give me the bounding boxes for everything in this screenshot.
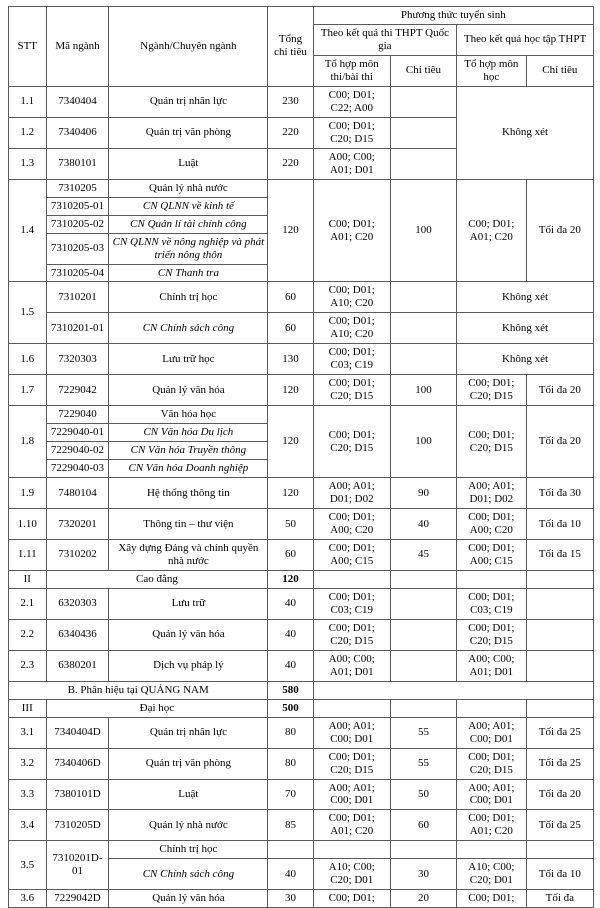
cell-nganh: Quản trị văn phòng [109,117,268,148]
section-row-cao-dang [9,570,594,588]
cell-ma-nganh: 7310201 [46,282,109,313]
cell-chi-tieu-quoc-gia: 45 [390,539,456,570]
cell-chi-tieu-hoc-tap [526,699,593,717]
cell-to-hop-mon-thi: A00; C00; A01; D01 [313,148,390,179]
cell-ma-nganh: 7320303 [46,344,109,375]
cell-nganh: Xây dựng Đảng và chính quyền nhà nước [109,539,268,570]
table-row[interactable] [9,810,594,841]
cell-nganh: Quản lý văn hóa [109,375,268,406]
cell-tong-chi-tieu: 120 [268,375,313,406]
cell-khong-xet: Không xét [457,86,594,179]
cell-stt: 2.3 [9,650,47,681]
cell-ma-nganh: 7340406 [46,117,109,148]
header-chi-tieu-quoc-gia: Chỉ tiêu [390,55,456,86]
cell-nganh-top: Chính trị học [109,841,268,859]
cell-chi-tieu-quoc-gia: 100 [390,406,456,478]
cell-to-hop-mon-thi: C00; D01; [313,890,390,908]
cell-stt: 3.5 [9,841,47,890]
cell-to-hop-mon-thi: C00; D01; C03; C19 [313,588,390,619]
cell-tong-chi-tieu: 85 [268,810,313,841]
cell-chi-tieu-quoc-gia [390,86,456,117]
cell-nganh: Quản trị nhân lực [109,717,268,748]
cell-chi-tieu-hoc-tap: Tối đa 10 [526,859,593,890]
cell-tong-chi-tieu: 120 [268,179,313,282]
cell-chi-tieu-quoc-gia [390,699,456,717]
cell-tong-chi-tieu: 50 [268,509,313,540]
cell-nganh: CN Văn hóa Truyền thông [109,442,268,460]
cell-stt: 2.1 [9,588,47,619]
cell-to-hop-mon-hoc: A00; A01; C00; D01 [457,717,527,748]
cell-stt: 3.6 [9,890,47,908]
cell-chi-tieu-quoc-gia [390,148,456,179]
cell-to-hop-mon-thi: A10; C00; C20; D01 [313,859,390,890]
cell-chi-tieu-hoc-tap: Tối đa 20 [526,406,593,478]
cell-tong-chi-tieu: 30 [268,890,313,908]
cell-chi-tieu-quoc-gia: 100 [390,375,456,406]
cell-ma-nganh: 7310201D-01 [46,841,109,890]
cell-to-hop-mon-hoc: A10; C00; C20; D01 [457,859,527,890]
table-body [9,86,594,907]
header-chi-tieu-hoc-tap: Chỉ tiêu [526,55,593,86]
cell-section-index: III [9,699,47,717]
table-row[interactable] [9,650,594,681]
table-row[interactable] [9,841,594,859]
cell-nganh: Luật [109,779,268,810]
cell-to-hop-mon-thi: C00; D01; A00; C20 [313,509,390,540]
header-nganh: Ngành/Chuyên ngành [109,7,268,87]
cell-to-hop-mon-hoc [457,699,527,717]
cell-stt: 1.11 [9,539,47,570]
cell-nganh: Quản lý nhà nước [109,810,268,841]
branch-row-quang-nam [9,681,594,699]
cell-nganh: Quản trị văn phòng [109,748,268,779]
cell-chi-tieu-hoc-tap: Tối đa 20 [526,779,593,810]
cell-chi-tieu-quoc-gia [390,570,456,588]
cell-chi-tieu-quoc-gia: 100 [390,179,456,282]
table-row[interactable] [9,478,594,509]
cell-tong-chi-tieu: 500 [268,699,313,717]
cell-ma-nganh: 6340436 [46,619,109,650]
cell-nganh: CN Thanh tra [109,264,268,282]
cell-stt: 1.5 [9,282,47,344]
table-row[interactable] [9,717,594,748]
cell-section-title: Cao đẳng [46,570,268,588]
cell-stt: 1.10 [9,509,47,540]
table-row[interactable] [9,509,594,540]
cell-stt: 3.4 [9,810,47,841]
cell-ma-nganh: 7340406D [46,748,109,779]
cell-to-hop-mon-hoc: A00; C00; A01; D01 [457,650,527,681]
cell-ma-nganh: 7340404D [46,717,109,748]
cell-tong-chi-tieu: 580 [268,681,313,699]
table-row[interactable] [9,179,594,197]
cell-to-hop-mon-thi: C00; D01; C20; D15 [313,375,390,406]
cell-stt: 2.2 [9,619,47,650]
cell-tong-chi-tieu: 40 [268,859,313,890]
cell-to-hop-mon-hoc [457,570,527,588]
cell-chi-tieu-hoc-tap: Tối đa 25 [526,810,593,841]
table-row[interactable] [9,86,594,117]
table-row[interactable] [9,406,594,424]
table-row[interactable] [9,539,594,570]
cell-stt: 3.1 [9,717,47,748]
cell-tong-chi-tieu: 220 [268,148,313,179]
section-row-dai-hoc [9,699,594,717]
cell-to-hop-mon-thi-empty [313,841,390,859]
cell-nganh: CN Chính sách công [109,859,268,890]
cell-ma-nganh: 7310205D [46,810,109,841]
cell-tong-chi-tieu: 120 [268,406,313,478]
cell-stt: 1.7 [9,375,47,406]
cell-tong-chi-tieu: 60 [268,539,313,570]
cell-tong-chi-tieu: 230 [268,86,313,117]
cell-ma-nganh: 7310202 [46,539,109,570]
cell-ma-nganh: 7229040-02 [46,442,109,460]
cell-chi-tieu-quoc-gia-empty [390,841,456,859]
cell-khong-xet: Không xét [457,313,594,344]
cell-to-hop-mon-hoc: A00; A01; C00; D01 [457,779,527,810]
cell-chi-tieu-hoc-tap [526,588,593,619]
cell-tong-chi-tieu: 220 [268,117,313,148]
cell-chi-tieu-quoc-gia: 20 [390,890,456,908]
cell-to-hop-mon-thi: A00; A01; C00; D01 [313,779,390,810]
admissions-quota-table [8,6,594,908]
table-row[interactable] [9,779,594,810]
cell-nganh: Hệ thống thông tin [109,478,268,509]
cell-to-hop-mon-thi: A00; A01; D01; D02 [313,478,390,509]
cell-tong-chi-tieu: 130 [268,344,313,375]
table-header [9,7,594,87]
header-ma-nganh: Mã ngành [46,7,109,87]
cell-chi-tieu-hoc-tap [526,619,593,650]
cell-to-hop-mon-hoc: C00; D01; A01; C20 [457,810,527,841]
cell-ma-nganh: 7310205 [46,179,109,197]
cell-chi-tieu-hoc-tap [526,650,593,681]
header-to-hop-mon-thi: Tổ hợp môn thi/bài thi [313,55,390,86]
cell-chi-tieu-quoc-gia: 60 [390,810,456,841]
cell-tong-chi-tieu-empty [268,841,313,859]
cell-khong-xet: Không xét [457,344,594,375]
cell-tong-chi-tieu: 80 [268,717,313,748]
cell-chi-tieu-quoc-gia [390,650,456,681]
cell-to-hop-mon-hoc: C00; D01; C20; D15 [457,375,527,406]
cell-ma-nganh: 7229040-03 [46,460,109,478]
cell-chi-tieu-quoc-gia [390,588,456,619]
cell-nganh: Quản lý nhà nước [109,179,268,197]
cell-nganh: Quản lý văn hóa [109,619,268,650]
cell-tong-chi-tieu: 70 [268,779,313,810]
cell-chi-tieu-quoc-gia: 90 [390,478,456,509]
cell-to-hop-mon-thi: C00; D01; C20; D15 [313,117,390,148]
cell-to-hop-mon-hoc: C00; D01; A01; C20 [457,179,527,282]
cell-stt: 1.4 [9,179,47,282]
cell-chi-tieu-hoc-tap: Tối đa 30 [526,478,593,509]
cell-ma-nganh: 7380101 [46,148,109,179]
cell-ma-nganh: 7320201 [46,509,109,540]
cell-stt: 1.3 [9,148,47,179]
cell-tong-chi-tieu: 40 [268,619,313,650]
cell-nganh: CN Chính sách công [109,313,268,344]
cell-chi-tieu-quoc-gia: 40 [390,509,456,540]
cell-ma-nganh: 7310205-01 [46,197,109,215]
cell-chi-tieu-hoc-tap: Tối đa 25 [526,748,593,779]
cell-to-hop-mon-thi: C00; D01; A01; C20 [313,179,390,282]
cell-chi-tieu-quoc-gia [390,344,456,375]
cell-to-hop-mon-thi [313,570,390,588]
cell-chi-tieu-hoc-tap: Tối đa 15 [526,539,593,570]
cell-to-hop-mon-hoc: C00; D01; C20; D15 [457,619,527,650]
cell-to-hop-mon-thi: C00; D01; A10; C20 [313,282,390,313]
cell-ma-nganh: 7310205-04 [46,264,109,282]
cell-chi-tieu-quoc-gia [390,117,456,148]
cell-to-hop-mon-thi: C00; D01; C20; D15 [313,406,390,478]
cell-nganh: CN QLNN về nông nghiệp và phát triển nông thôn [109,233,268,264]
table-row[interactable] [9,890,594,908]
cell-nganh: Chính trị học [109,282,268,313]
cell-chi-tieu-quoc-gia: 55 [390,717,456,748]
cell-nganh: CN QLNN về kinh tế [109,197,268,215]
cell-to-hop-mon-hoc: C00; D01; [457,890,527,908]
cell-stt: 1.1 [9,86,47,117]
cell-ma-nganh: 6320303 [46,588,109,619]
cell-to-hop-mon-thi: C00; D01; A00; C15 [313,539,390,570]
cell-ma-nganh: 7229040-01 [46,424,109,442]
cell-nganh: CN Văn hóa Doanh nghiệp [109,460,268,478]
cell-ma-nganh: 7310205-03 [46,233,109,264]
cell-nganh: Văn hóa học [109,406,268,424]
cell-to-hop-mon-thi: A00; C00; A01; D01 [313,650,390,681]
cell-to-hop-mon-hoc-empty [457,841,527,859]
table-row[interactable] [9,282,594,313]
cell-ma-nganh: 7310205-02 [46,215,109,233]
cell-to-hop-mon-thi: C00; D01; A10; C20 [313,313,390,344]
cell-to-hop-mon-thi: C00; D01; A01; C20 [313,810,390,841]
cell-nganh: Lưu trữ học [109,344,268,375]
cell-chi-tieu-hoc-tap: Tối đa 20 [526,179,593,282]
cell-chi-tieu-hoc-tap: Tối đa 10 [526,509,593,540]
cell-to-hop-mon-hoc: C00; D01; A00; C15 [457,539,527,570]
table-row[interactable] [9,375,594,406]
cell-ma-nganh: 7310201-01 [46,313,109,344]
cell-tong-chi-tieu: 40 [268,588,313,619]
cell-nganh: Dịch vụ pháp lý [109,650,268,681]
cell-ma-nganh: 7229042D [46,890,109,908]
cell-tong-chi-tieu: 80 [268,748,313,779]
admissions-table-page [0,6,600,905]
cell-khong-xet: Không xét [457,282,594,313]
header-tong-chi-tieu: Tổng chỉ tiêu [268,7,313,87]
cell-nganh: CN Văn hóa Du lịch [109,424,268,442]
cell-chi-tieu-quoc-gia [390,282,456,313]
cell-chi-tieu-quoc-gia [390,313,456,344]
cell-to-hop-mon-hoc: C00; D01; C20; D15 [457,406,527,478]
table-row[interactable] [9,588,594,619]
cell-nganh: Thông tin – thư viện [109,509,268,540]
header-stt: STT [9,7,47,87]
table-row[interactable] [9,313,594,344]
cell-chi-tieu-quoc-gia: 55 [390,748,456,779]
cell-branch-title: B. Phân hiệu tại QUẢNG NAM [9,681,268,699]
cell-chi-tieu-hoc-tap: Tối đa [526,890,593,908]
cell-nganh: Quản lý văn hóa [109,890,268,908]
cell-to-hop-mon-thi: C00; D01; C03; C19 [313,344,390,375]
cell-chi-tieu-hoc-tap: Tối đa 20 [526,375,593,406]
cell-ma-nganh: 7480104 [46,478,109,509]
cell-tong-chi-tieu: 120 [268,478,313,509]
cell-ma-nganh: 6380201 [46,650,109,681]
header-theo-thpt-quoc-gia: Theo kết quả thi THPT Quốc gia [313,24,456,55]
header-theo-hoc-tap-thpt: Theo kết quả học tập THPT [457,24,594,55]
cell-stt: 1.6 [9,344,47,375]
cell-tong-chi-tieu: 60 [268,282,313,313]
cell-ma-nganh: 7229040 [46,406,109,424]
cell-chi-tieu-hoc-tap: Tối đa 25 [526,717,593,748]
cell-to-hop-mon-thi: C00; D01; C20; D15 [313,748,390,779]
cell-ma-nganh: 7340404 [46,86,109,117]
cell-section-title: Đại học [46,699,268,717]
table-row[interactable] [9,748,594,779]
cell-chi-tieu-quoc-gia: 30 [390,859,456,890]
cell-ma-nganh: 7380101D [46,779,109,810]
header-row-1 [9,7,594,25]
cell-nganh: Quản trị nhân lực [109,86,268,117]
cell-to-hop-mon-hoc: C00; D01; A00; C20 [457,509,527,540]
table-row[interactable] [9,344,594,375]
cell-stt: 3.3 [9,779,47,810]
cell-nganh: Lưu trữ [109,588,268,619]
cell-tong-chi-tieu: 120 [268,570,313,588]
header-to-hop-mon-hoc: Tổ hợp môn học [457,55,527,86]
cell-stt: 1.9 [9,478,47,509]
cell-section-index: II [9,570,47,588]
cell-stt: 3.2 [9,748,47,779]
cell-to-hop-mon-thi: C00; D01; C20; D15 [313,619,390,650]
cell-tong-chi-tieu: 60 [268,313,313,344]
cell-chi-tieu-quoc-gia: 50 [390,779,456,810]
cell-to-hop-mon-thi [313,699,390,717]
cell-to-hop-mon-thi: A00; A01; C00; D01 [313,717,390,748]
cell-to-hop-mon-hoc: C00; D01; C20; D15 [457,748,527,779]
cell-stt: 1.2 [9,117,47,148]
cell-chi-tieu-hoc-tap [526,570,593,588]
cell-nganh: Luật [109,148,268,179]
cell-tong-chi-tieu: 40 [268,650,313,681]
cell-chi-tieu-quoc-gia [390,619,456,650]
table-row[interactable] [9,619,594,650]
header-phuong-thuc-tuyen-sinh: Phương thức tuyển sinh [313,7,593,25]
cell-stt: 1.8 [9,406,47,478]
cell-to-hop-mon-hoc: A00; A01; D01; D02 [457,478,527,509]
cell-nganh: CN Quản lí tài chính công [109,215,268,233]
cell-to-hop-mon-hoc: C00; D01; C03; C19 [457,588,527,619]
cell-to-hop-mon-thi: C00; D01; C22; A00 [313,86,390,117]
cell-ma-nganh: 7229042 [46,375,109,406]
cell-chi-tieu-hoc-tap-empty [526,841,593,859]
cell-branch-empty [313,681,593,699]
